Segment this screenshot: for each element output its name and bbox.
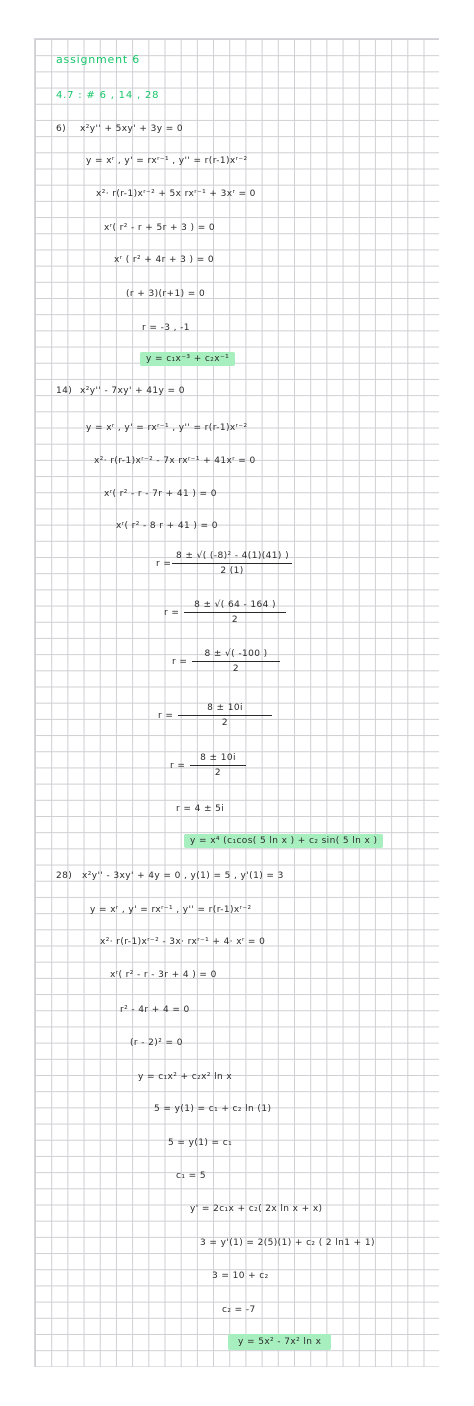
p6-step2: xʳ( r² - r + 5r + 3 ) = 0 — [104, 223, 216, 233]
p6-label: 6) — [56, 124, 67, 134]
p14-answer — [184, 835, 383, 847]
p14-quad2-lhs: r = — [164, 608, 180, 618]
problem-list: 4.7 : # 6 , 14 , 28 — [56, 90, 160, 101]
assignment-title: assignment 6 — [56, 53, 141, 66]
p6-answer — [140, 353, 235, 365]
p14-quad4-numerator: 8 ± 10i — [207, 703, 243, 713]
p28-answer — [228, 1336, 331, 1348]
p28-ic2: 3 = y'(1) = 2(5)(1) + c₂ ( 2 ln1 + 1) — [200, 1238, 375, 1248]
p14-step3: xʳ( r² - 8 r + 41 ) = 0 — [116, 521, 218, 531]
p14-quad4-fraction — [178, 703, 272, 728]
p14-quad2-fraction — [184, 600, 286, 625]
p14-substitution: y = xʳ , y' = rxʳ⁻¹ , y'' = r(r-1)xʳ⁻² — [86, 423, 248, 433]
p6-step1: x²· r(r-1)xʳ⁻² + 5x rxʳ⁻¹ + 3xʳ = 0 — [96, 189, 256, 199]
p14-equation: x²y'' - 7xy' + 41y = 0 — [80, 386, 185, 396]
p6-answer-highlight: y = c₁x⁻³ + c₂x⁻¹ — [140, 352, 235, 366]
p28-step4: (r - 2)² = 0 — [130, 1038, 183, 1048]
p28-answer-highlight: y = 5x² - 7x² ln x — [228, 1334, 331, 1350]
p14-quad1-fraction — [172, 551, 292, 576]
p14-quad1-lhs: r = — [156, 559, 172, 569]
p28-ic1: 5 = y(1) = c₁ + c₂ ln (1) — [154, 1104, 272, 1114]
p14-quad5-fraction — [190, 753, 246, 778]
p14-quad3-lhs: r = — [172, 657, 188, 667]
p14-quad4-lhs: r = — [158, 711, 174, 721]
p6-roots: r = -3 , -1 — [142, 323, 190, 333]
p28-ic2b: 3 = 10 + c₂ — [212, 1271, 269, 1281]
p14-quad3-fraction — [192, 649, 280, 674]
p6-step3: xʳ ( r² + 4r + 3 ) = 0 — [114, 255, 215, 265]
p14-step1: x²· r(r-1)xʳ⁻² - 7x rxʳ⁻¹ + 41xʳ = 0 — [94, 456, 256, 466]
p28-derivative: y' = 2c₁x + c₂( 2x ln x + x) — [190, 1204, 323, 1214]
p6-equation: x²y'' + 5xy' + 3y = 0 — [80, 124, 184, 134]
p28-equation: x²y'' - 3xy' + 4y = 0 , y(1) = 5 , y'(1) = 3 — [82, 871, 284, 881]
p14-quad3-denominator: 2 — [232, 664, 240, 674]
p14-quad2-denominator: 2 — [231, 615, 239, 625]
p14-step2: xʳ( r² - r - 7r + 41 ) = 0 — [104, 489, 217, 499]
p14-label: 14) — [56, 386, 73, 396]
p14-quad5-denominator: 2 — [214, 768, 222, 778]
p28-general: y = c₁x² + c₂x² ln x — [138, 1072, 233, 1082]
p6-substitution: y = xʳ , y' = rxʳ⁻¹ , y'' = r(r-1)xʳ⁻² — [86, 156, 248, 166]
p14-quad1-denominator: 2 (1) — [220, 566, 244, 576]
p14-answer-highlight: y = x⁴ (c₁cos( 5 ln x ) + c₂ sin( 5 ln x ) — [184, 834, 383, 848]
p28-step2: xʳ( r² - r - 3r + 4 ) = 0 — [110, 970, 217, 980]
p28-c2: c₂ = -7 — [222, 1305, 256, 1315]
p14-quad2-numerator: 8 ± √( 64 - 164 ) — [194, 600, 276, 610]
p6-step4: (r + 3)(r+1) = 0 — [126, 289, 206, 299]
p28-label: 28) — [56, 871, 73, 881]
p28-ic1b: 5 = y(1) = c₁ — [168, 1138, 233, 1148]
p14-quad1-numerator: 8 ± √( (-8)² - 4(1)(41) ) — [176, 551, 289, 561]
p28-step3: r² - 4r + 4 = 0 — [120, 1005, 190, 1015]
p14-roots: r = 4 ± 5i — [176, 804, 225, 814]
p14-quad4-denominator: 2 — [221, 718, 229, 728]
p14-quad5-lhs: r = — [170, 761, 186, 771]
p28-c1: c₁ = 5 — [176, 1171, 206, 1181]
p28-step1: x²· r(r-1)xʳ⁻² - 3x· rxʳ⁻¹ + 4· xʳ = 0 — [100, 937, 266, 947]
p14-quad3-numerator: 8 ± √( -100 ) — [204, 649, 268, 659]
p14-quad5-numerator: 8 ± 10i — [200, 753, 236, 763]
p28-substitution: y = xʳ , y' = rxʳ⁻¹ , y'' = r(r-1)xʳ⁻² — [90, 905, 252, 915]
